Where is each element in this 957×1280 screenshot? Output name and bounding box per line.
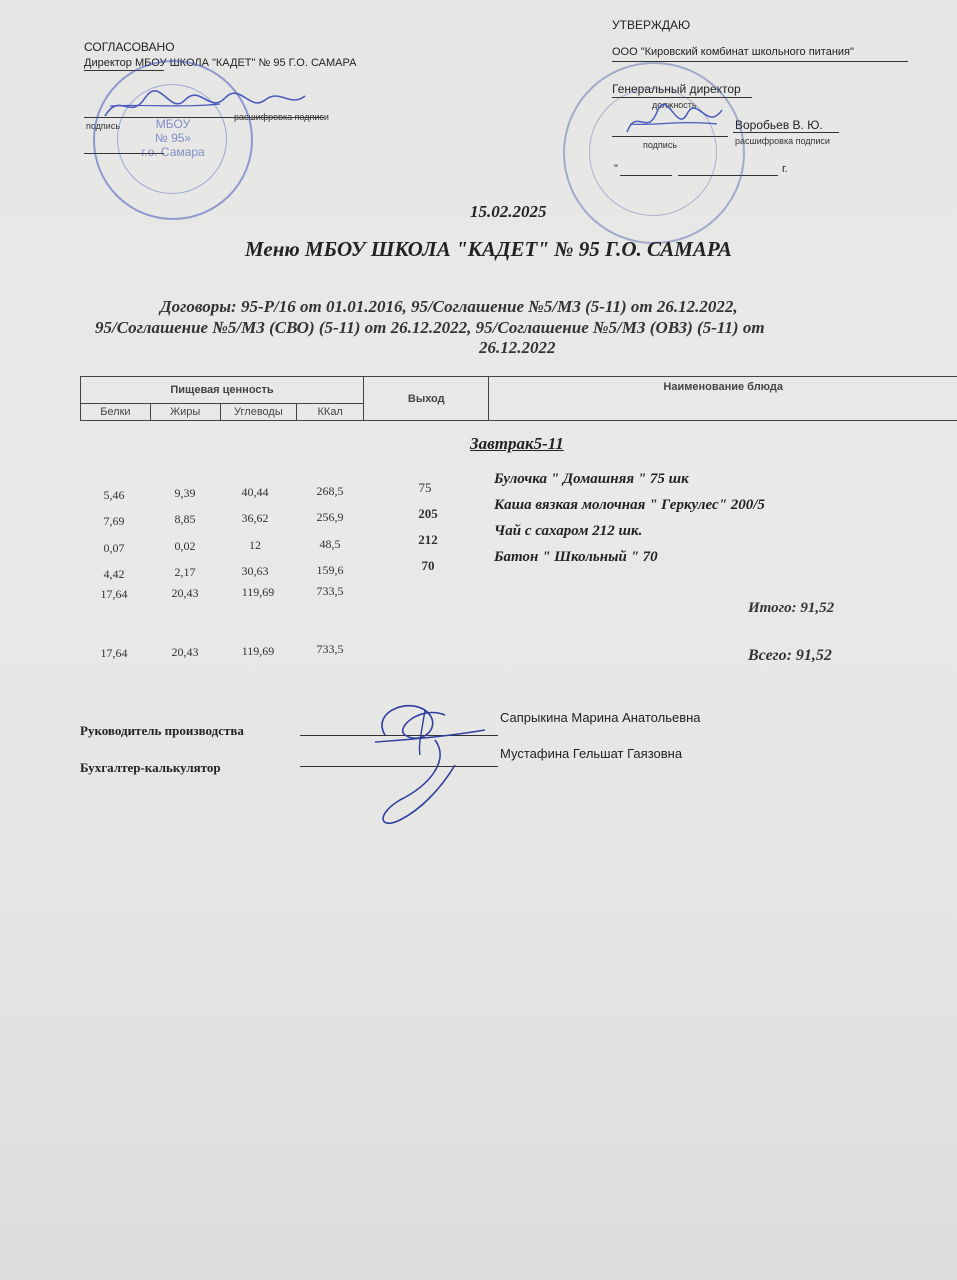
left-stamp-text: МБОУ № 95» г.о. Самара bbox=[141, 117, 205, 159]
approved-name: Воробьев В. Ю. bbox=[735, 118, 823, 132]
right-stamp bbox=[563, 62, 745, 244]
production-signature bbox=[360, 690, 500, 840]
menu-table-header bbox=[80, 376, 957, 421]
section-title: Завтрак5-11 bbox=[470, 434, 564, 453]
row-fats: 2,17 bbox=[174, 565, 196, 579]
row-proteins: 0,07 bbox=[103, 541, 125, 555]
row-dish: Батон " Школьный " 70 bbox=[494, 549, 658, 565]
row-proteins: 5,46 bbox=[103, 488, 125, 502]
row-carbs: 40,44 bbox=[241, 485, 269, 499]
row-proteins: 7,69 bbox=[103, 514, 125, 528]
approved-position-label: должность bbox=[652, 100, 697, 110]
header-proteins: Белки bbox=[81, 404, 151, 421]
director-signature bbox=[100, 86, 310, 126]
menu-date: 15.02.2025 bbox=[470, 202, 547, 221]
total-fats: 20,43 bbox=[171, 645, 199, 659]
header-output: Выход bbox=[364, 377, 489, 421]
header-kcal: ККал bbox=[297, 404, 364, 421]
general-director-signature bbox=[622, 102, 732, 142]
production-name: Сапрыкина Марина Анатольевна bbox=[500, 710, 701, 725]
total-label: Всего: 91,52 bbox=[748, 647, 832, 664]
row-dish: Чай с сахаром 212 шк. bbox=[494, 523, 643, 539]
approved-title: УТВЕРЖДАЮ bbox=[612, 18, 691, 32]
row-carbs: 36,62 bbox=[241, 511, 269, 525]
total-carbs: 119,69 bbox=[241, 644, 275, 658]
menu-title: Меню МБОУ ШКОЛА "КАДЕТ" № 95 Г.О. САМАРА bbox=[245, 237, 732, 261]
agreed-title: СОГЛАСОВАНО bbox=[84, 40, 175, 54]
approved-position: Генеральный директор bbox=[612, 82, 741, 96]
header-nutrition: Пищевая ценность bbox=[81, 377, 364, 404]
total-kcal: 733,5 bbox=[316, 642, 344, 656]
left-stamp bbox=[93, 60, 253, 220]
subtotal-kcal: 733,5 bbox=[316, 584, 344, 598]
row-kcal: 268,5 bbox=[316, 484, 344, 498]
row-fats: 0,02 bbox=[174, 539, 196, 553]
row-output: 212 bbox=[418, 532, 438, 547]
agreed-sign-label: подпись bbox=[86, 121, 121, 131]
row-kcal: 159,6 bbox=[316, 563, 344, 577]
row-kcal: 48,5 bbox=[319, 537, 341, 551]
row-carbs: 12 bbox=[249, 538, 261, 552]
agreed-decode-label: расшифровка подписи bbox=[234, 112, 329, 122]
row-kcal: 256,9 bbox=[316, 510, 344, 524]
approved-name-line bbox=[733, 132, 839, 133]
row-fats: 8,85 bbox=[174, 512, 196, 526]
row-output: 70 bbox=[421, 558, 435, 573]
approved-org: ООО "Кировский комбинат школьного питания" bbox=[612, 46, 854, 58]
contracts-line-2: 95/Соглашение №5/МЗ (СВО) (5-11) от 26.12.2022, 95/Соглашение №5/МЗ (ОВЗ) (5-11) от bbox=[95, 318, 765, 337]
contracts-line-3: 26.12.2022 bbox=[479, 338, 556, 357]
subtotal-fats: 20,43 bbox=[171, 586, 199, 600]
approved-date-quote: " bbox=[614, 163, 618, 175]
header-dish-name: Наименование блюда bbox=[489, 377, 957, 421]
row-output: 75 bbox=[418, 480, 432, 495]
approved-decode-label: расшифровка подписи bbox=[735, 136, 830, 146]
accountant-name: Мустафина Гельшат Гаязовна bbox=[500, 746, 683, 761]
contracts-line-1: Договоры: 95-Р/16 от 01.01.2016, 95/Соглашение №5/МЗ (5-11) от 26.12.2022, bbox=[160, 297, 738, 316]
row-dish: Булочка " Домашняя " 75 шк bbox=[494, 471, 689, 487]
subtotal-proteins: 17,64 bbox=[100, 587, 128, 601]
accountant-label: Бухгалтер-калькулятор bbox=[80, 760, 221, 775]
approved-date-suffix: г. bbox=[782, 163, 788, 175]
row-output: 205 bbox=[418, 506, 438, 521]
row-carbs: 30,63 bbox=[241, 564, 269, 578]
production-label: Руководитель производства bbox=[80, 723, 244, 738]
header-carbs: Углеводы bbox=[220, 404, 297, 421]
row-dish: Каша вязкая молочная " Геркулес" 200/5 bbox=[494, 497, 765, 513]
header-fats: Жиры bbox=[150, 404, 220, 421]
row-fats: 9,39 bbox=[174, 486, 196, 500]
row-proteins: 4,42 bbox=[103, 567, 125, 581]
agreed-position: Директор МБОУ ШКОЛА "КАДЕТ" № 95 Г.О. САМАРА bbox=[84, 57, 357, 69]
total-proteins: 17,64 bbox=[100, 646, 128, 660]
subtotal-label: Итого: 91,52 bbox=[748, 600, 835, 616]
approved-sign-label: подпись bbox=[643, 140, 678, 150]
subtotal-carbs: 119,69 bbox=[241, 585, 275, 599]
